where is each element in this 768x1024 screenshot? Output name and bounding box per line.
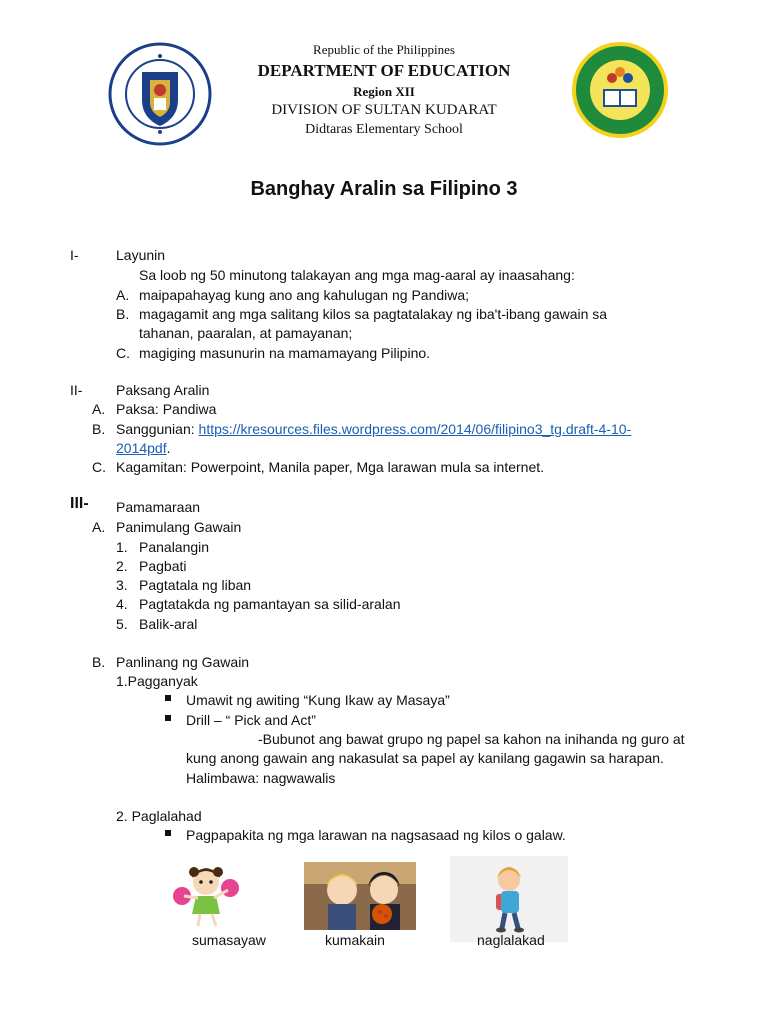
section2-item-a-letter: A. <box>92 401 106 417</box>
pagganyak-bullet-2: Drill – “ Pick and Act” <box>186 712 316 728</box>
eating-scene-icon <box>304 862 416 930</box>
section1-item-b-cont: tahanan, paaralan, at pamayanan; <box>139 325 353 341</box>
header-school: Didtaras Elementary School <box>305 122 463 137</box>
step-3-num: 3. <box>116 577 128 593</box>
caption-naglalakad: naglalakad <box>477 932 545 948</box>
section1-item-c-letter: C. <box>116 345 130 361</box>
step-2: Pagbati <box>139 558 187 574</box>
bullet-1 <box>165 695 171 701</box>
step-2-num: 2. <box>116 558 128 574</box>
reference-link[interactable]: https://kresources.files.wordpress.com/2014/06/filipino3_tg.draft-4-10- <box>198 421 632 437</box>
step-1-num: 1. <box>116 539 128 555</box>
dancing-girl-icon <box>172 862 240 930</box>
section2-item-b <box>116 420 631 438</box>
step-5-num: 5. <box>116 616 128 632</box>
picture-dancing-girl <box>172 862 240 930</box>
section1-item-b: magagamit ang mga salitang kilos sa pagtatalakay ng iba't-ibang gawain sa <box>139 306 608 322</box>
step-4-num: 4. <box>116 596 128 612</box>
step-4: Pagtatakda ng pamantayan sa silid-aralan <box>139 596 401 612</box>
section3-b-heading: Panlinang ng Gawain <box>116 654 250 670</box>
section2-numeral: II- <box>70 382 83 398</box>
section3-b-letter: B. <box>92 654 106 670</box>
section1-intro: Sa loob ng 50 minutong talakayan ang mga mag-aaral ay inaasahang: <box>139 267 575 283</box>
step-5: Balik-aral <box>139 616 198 632</box>
caption-sumasayaw: sumasayaw <box>192 932 266 948</box>
bullet-2 <box>165 715 171 721</box>
drill-line-2: kung anong gawain ang nakasulat sa papel ay kanilang gagawin sa harapan. <box>186 750 664 766</box>
section1-item-c: magiging masunurin na mamamayang Pilipino. <box>139 345 431 361</box>
walking-boy-icon <box>450 856 568 942</box>
paglalahad-heading: 2. Paglalahad <box>116 808 202 824</box>
picture-eating <box>304 862 416 930</box>
picture-walking-boy <box>450 856 568 942</box>
caption-kumakain: kumakain <box>325 932 385 948</box>
section3-numeral: III- <box>70 495 89 512</box>
pagganyak-heading: 1.Pagganyak <box>116 673 198 689</box>
section1-item-a: maipapahayag kung ano ang kahulugan ng Pandiwa; <box>139 287 470 303</box>
drill-line-1: -Bubunot ang bawat grupo ng papel sa kahon na inihanda ng guro at <box>258 731 685 747</box>
header-division: DIVISION OF SULTAN KUDARAT <box>271 102 497 118</box>
section2-item-a: Paksa: Pandiwa <box>116 401 217 417</box>
section2-item-c-letter: C. <box>92 459 106 475</box>
section3-heading: Pamamaraan <box>116 499 201 515</box>
section3-a-heading: Panimulang Gawain <box>116 519 242 535</box>
sanggunian-label: Sanggunian: <box>116 421 199 437</box>
section1-heading: Layunin <box>116 247 166 263</box>
reference-link-cont[interactable]: 2014pdf <box>116 440 167 456</box>
step-1: Panalangin <box>139 539 210 555</box>
section3-a-letter: A. <box>92 519 106 535</box>
section2-heading: Paksang Aralin <box>116 382 210 398</box>
section2-item-c: Kagamitan: Powerpoint, Manila paper, Mga larawan mula sa internet. <box>116 459 545 475</box>
bullet-3 <box>165 830 171 836</box>
section1-numeral: I- <box>70 247 79 263</box>
reference-period: . <box>166 440 171 456</box>
section1-item-b-letter: B. <box>116 306 130 322</box>
paglalahad-bullet: Pagpapakita ng mga larawan na nagsasaad ng kilos o galaw. <box>186 827 566 843</box>
section2-item-b-letter: B. <box>92 421 106 437</box>
section1-item-a-letter: A. <box>116 287 130 303</box>
header-department: DEPARTMENT OF EDUCATION <box>257 61 511 80</box>
section2-item-b-cont <box>116 439 171 457</box>
page-title: Banghay Aralin sa Filipino 3 <box>250 178 518 200</box>
pagganyak-bullet-1: Umawit ng awiting “Kung Ikaw ay Masaya” <box>186 692 450 708</box>
header-region: Region XII <box>353 84 415 99</box>
drill-line-3: Halimbawa: nagwawalis <box>186 770 336 786</box>
step-3: Pagtatala ng liban <box>139 577 252 593</box>
header-republic: Republic of the Philippines <box>313 42 455 57</box>
